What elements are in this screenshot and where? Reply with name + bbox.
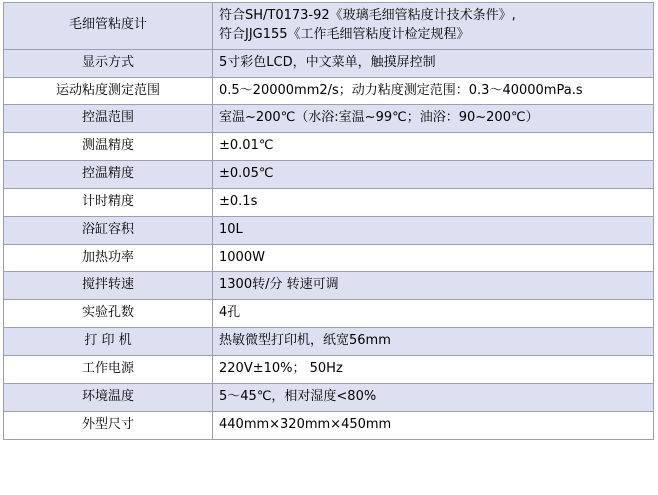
row-label: 控温范围 bbox=[4, 105, 213, 133]
row-label: 毛细管粘度计 bbox=[4, 3, 213, 50]
table-row bbox=[4, 77, 654, 105]
row-value-line: 热敏微型打印机，纸宽56mm bbox=[219, 333, 391, 349]
row-value bbox=[213, 188, 654, 216]
row-value-line: 220V±10%； 50Hz bbox=[219, 360, 343, 376]
row-value-line: ±0.05℃ bbox=[219, 166, 274, 182]
row-value bbox=[213, 216, 654, 244]
row-value-line: ±0.1s bbox=[219, 193, 258, 209]
table-row bbox=[4, 300, 654, 328]
row-label: 加热功率 bbox=[4, 244, 213, 272]
row-value-line: 4孔 bbox=[219, 305, 241, 321]
table-row bbox=[4, 411, 654, 439]
row-value-line: 5～45℃，相对湿度<80% bbox=[219, 388, 377, 404]
row-value bbox=[213, 49, 654, 77]
row-value-line: 5寸彩色LCD，中文菜单，触摸屏控制 bbox=[219, 54, 436, 70]
table-row bbox=[4, 272, 654, 300]
table-row bbox=[4, 3, 654, 50]
row-label: 计时精度 bbox=[4, 188, 213, 216]
row-label: 实验孔数 bbox=[4, 300, 213, 328]
row-label: 测温精度 bbox=[4, 133, 213, 161]
row-value bbox=[213, 77, 654, 105]
row-value bbox=[213, 3, 654, 50]
row-label: 运动粘度测定范围 bbox=[4, 77, 213, 105]
table-row bbox=[4, 161, 654, 189]
row-label: 浴缸容积 bbox=[4, 216, 213, 244]
row-value-line: 10L bbox=[219, 221, 243, 237]
table-row bbox=[4, 244, 654, 272]
specification-table-body bbox=[4, 3, 654, 440]
row-value-line: ±0.01℃ bbox=[219, 138, 274, 154]
row-label: 外型尺寸 bbox=[4, 411, 213, 439]
row-value bbox=[213, 300, 654, 328]
row-value bbox=[213, 411, 654, 439]
table-row bbox=[4, 216, 654, 244]
table-row bbox=[4, 49, 654, 77]
table-row bbox=[4, 133, 654, 161]
row-value bbox=[213, 244, 654, 272]
row-value-line: 0.5～20000mm2/s；动力粘度测定范围：0.3～40000mPa.s bbox=[219, 82, 583, 98]
row-value bbox=[213, 272, 654, 300]
row-label: 打 印 机 bbox=[4, 328, 213, 356]
row-value-line: 1300转/分 转速可调 bbox=[219, 277, 339, 293]
table-row bbox=[4, 105, 654, 133]
row-value bbox=[213, 328, 654, 356]
row-value-line: 室温~200℃（水浴:室温~99℃；油浴：90~200℃） bbox=[219, 110, 539, 126]
row-value bbox=[213, 161, 654, 189]
row-label: 搅拌转速 bbox=[4, 272, 213, 300]
table-row bbox=[4, 355, 654, 383]
row-value-line: 符合SH/T0173-92《玻璃毛细管粘度计技术条件》, bbox=[219, 8, 516, 23]
row-label: 显示方式 bbox=[4, 49, 213, 77]
table-row bbox=[4, 383, 654, 411]
row-value bbox=[213, 105, 654, 133]
row-label: 控温精度 bbox=[4, 161, 213, 189]
table-row bbox=[4, 188, 654, 216]
row-value bbox=[213, 133, 654, 161]
specification-table bbox=[3, 2, 654, 440]
row-value-line: 440mm×320mm×450mm bbox=[219, 416, 392, 432]
row-value-line: 符合JJG155《工作毛细管粘度计检定规程》 bbox=[219, 26, 470, 42]
row-value bbox=[213, 355, 654, 383]
row-label: 环境温度 bbox=[4, 383, 213, 411]
table-row bbox=[4, 328, 654, 356]
row-value-line: 1000W bbox=[219, 249, 265, 265]
row-label: 工作电源 bbox=[4, 355, 213, 383]
row-value bbox=[213, 383, 654, 411]
